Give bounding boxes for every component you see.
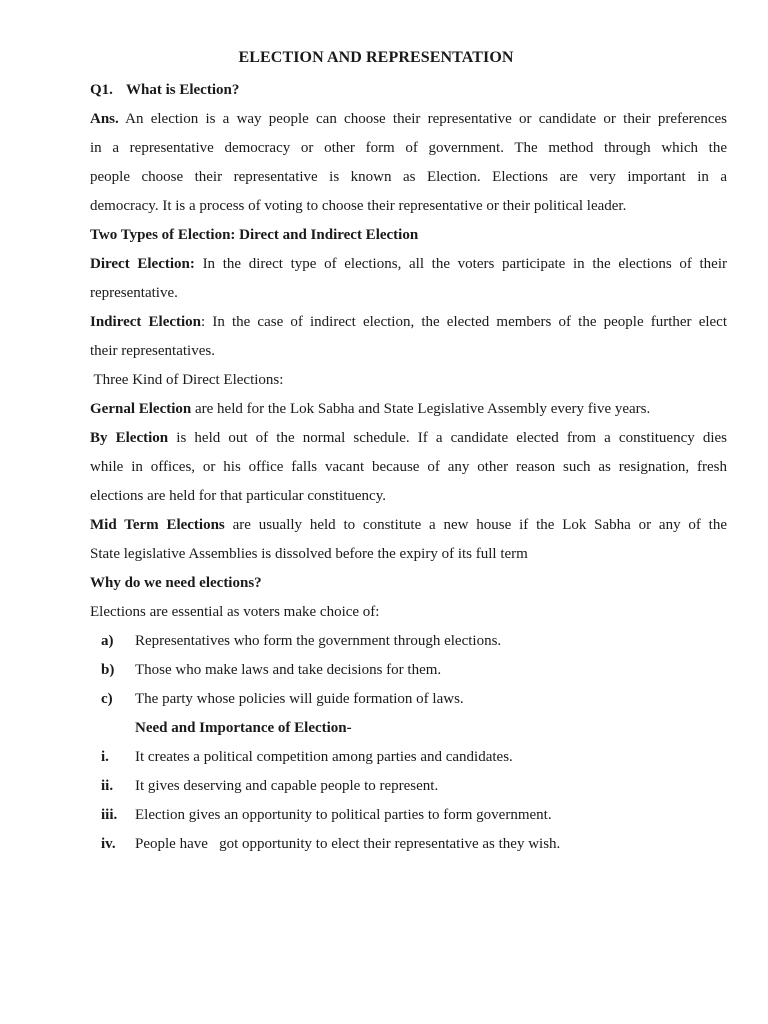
document-title: ELECTION AND REPRESENTATION	[238, 49, 514, 66]
answer-text-4: democracy. It is a process of voting to choose their representative or their political leader.	[90, 198, 627, 214]
general-election-label: Gernal Election	[90, 401, 192, 417]
indirect-text-2: their representatives.	[90, 343, 215, 359]
direct-text-1: In the direct type of elections, all the voters participate in the elections of their	[202, 256, 728, 272]
choice-marker-b: b)	[101, 662, 115, 678]
answer-label: Ans.	[90, 111, 119, 127]
by-election-text-3: elections are held for that particular constituency.	[90, 488, 386, 504]
why-intro: Elections are essential as voters make choice of:	[90, 604, 380, 620]
direct-label: Direct Election:	[90, 256, 195, 272]
mid-term-text-1: are usually held to constitute a new house if the Lok Sabha or any of the	[232, 517, 728, 533]
answer-text-2: in a representative democracy or other form of government. The method through which the	[90, 140, 727, 156]
by-election-text-2: while in offices, or his office falls vacant because of any other reason such as resignation, fresh	[90, 459, 727, 475]
general-election-text: are held for the Lok Sabha and State Legislative Assembly every five years.	[195, 401, 651, 417]
answer-line-2	[90, 138, 727, 158]
importance-item-i: It creates a political competition among parties and candidates.	[135, 749, 513, 765]
kinds-intro: Three Kind of Direct Elections:	[90, 372, 284, 388]
choice-marker-a: a)	[101, 633, 114, 649]
by-election-label: By Election	[90, 430, 169, 446]
direct-text-2: representative.	[90, 285, 178, 301]
types-heading: Two Types of Election: Direct and Indirect Election	[90, 227, 419, 243]
why-heading: Why do we need elections?	[90, 575, 262, 591]
importance-heading: Need and Importance of Election-	[135, 720, 352, 736]
answer-text-1: An election is a way people can choose their representative or candidate or their preferences	[125, 111, 727, 127]
mid-term-text-2: State legislative Assemblies is dissolved before the expiry of its full term	[90, 546, 528, 562]
question-text: What is Election?	[126, 82, 240, 98]
importance-item-ii: It gives deserving and capable people to represent.	[135, 778, 439, 794]
importance-item-iv: People have got opportunity to elect their representative as they wish.	[135, 836, 561, 852]
question-number: Q1.	[90, 82, 113, 98]
importance-marker-i: i.	[101, 749, 109, 765]
by-election-text-1: is held out of the normal schedule. If a candidate elected from a constituency dies	[176, 430, 728, 446]
importance-marker-iv: iv.	[101, 836, 116, 852]
choice-item-a: Representatives who form the government through elections.	[135, 633, 502, 649]
choice-marker-c: c)	[101, 691, 113, 707]
by-election-line-2	[90, 457, 727, 477]
indirect-line-1	[90, 312, 727, 332]
importance-marker-iii: iii.	[101, 807, 118, 823]
importance-item-iii: Election gives an opportunity to political parties to form government.	[135, 807, 552, 823]
importance-marker-ii: ii.	[101, 778, 114, 794]
general-election-line	[90, 399, 650, 419]
by-election-line-3	[90, 486, 386, 506]
answer-line-4	[90, 196, 626, 216]
question-line	[90, 80, 239, 100]
indirect-label: Indirect Election	[90, 314, 202, 330]
direct-line-1	[90, 254, 727, 274]
mid-term-line-1	[90, 515, 727, 535]
choice-item-b: Those who make laws and take decisions for them.	[135, 662, 442, 678]
answer-line-1	[90, 109, 727, 129]
direct-line-2	[90, 283, 178, 303]
indirect-text-1: : In the case of indirect election, the elected members of the people further elect	[201, 314, 727, 330]
mid-term-line-2	[90, 544, 528, 564]
answer-text-3: people choose their representative is known as Election. Elections are very important in a	[90, 169, 727, 185]
choice-item-c: The party whose policies will guide formation of laws.	[135, 691, 464, 707]
mid-term-label: Mid Term Elections	[90, 517, 225, 533]
by-election-line-1	[90, 428, 727, 448]
indirect-line-2	[90, 341, 215, 361]
answer-line-3	[90, 167, 727, 187]
